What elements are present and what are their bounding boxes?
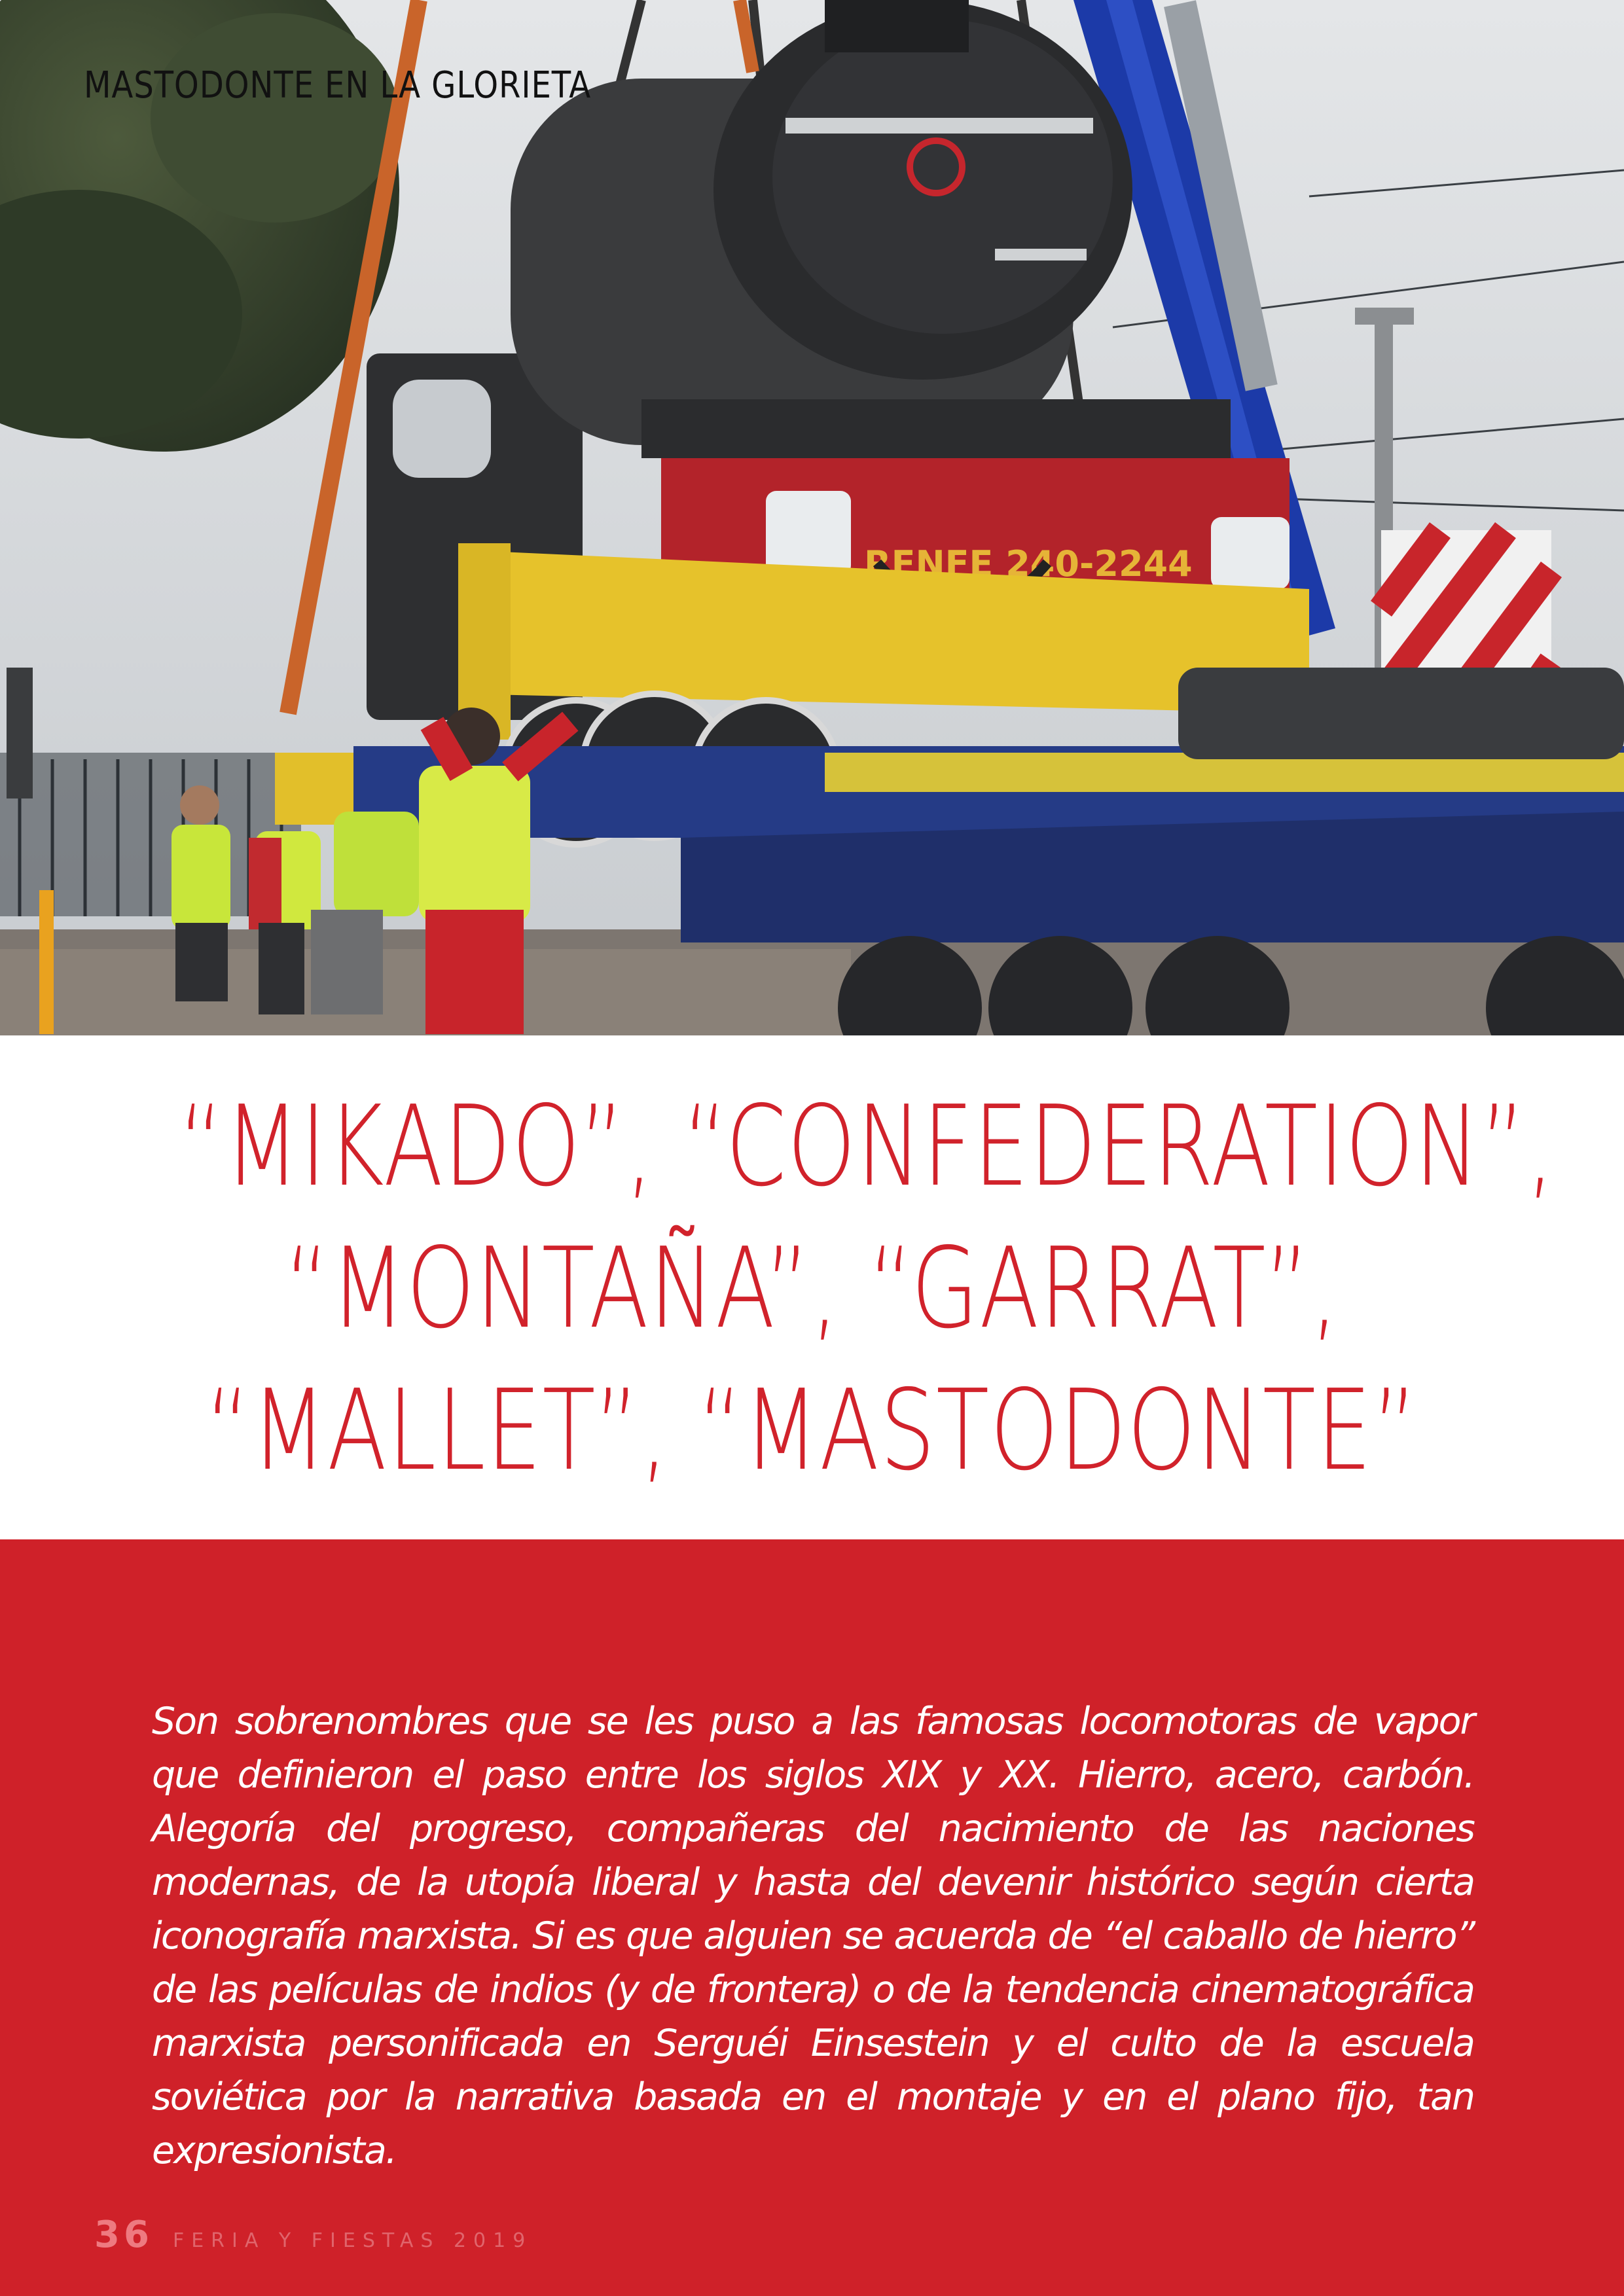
- section-label: MASTODONTE EN LA GLORIETA: [84, 64, 592, 107]
- headline-line-3: “MALLET”, “MASTODONTE”: [205, 1366, 1419, 1496]
- locomotive-photo: [0, 0, 1624, 1035]
- intro-paragraph: Son sobrenombres que se les puso a las famosas locomotoras de vapor que definieron el paso entre los siglos XIX y XX. Hierro, acero, carbón. Alegoría del progreso, compañeras del nacimiento de las naciones modernas, de la utopía liberal y hasta del devenir histórico según cierta iconografía marxista. Si es que alguien se acuerda de “el caballo de hierro” de las películas de indios (y de frontera) o de la tendencia cinematográfica marxista personificada en Serguéi Einsestein y el culto de la escuela soviética por la narrativa basada en el montaje y en el plano fijo, tan expresionista.: [152, 1700, 1474, 2172]
- publication-name: FERIA Y FIESTAS 2019: [172, 2229, 533, 2252]
- headline-line-1: “MIKADO”, “CONFEDERATION”,: [178, 1082, 1555, 1211]
- headline-line-2: “MONTAÑA”, “GARRAT”,: [284, 1224, 1340, 1354]
- locomotive-illustration: [0, 0, 1624, 1035]
- headline: [178, 1076, 1555, 1502]
- page-number: 36: [94, 2214, 153, 2256]
- intro-block: [0, 1539, 1624, 2296]
- folio: [94, 2214, 532, 2256]
- number-plate-text: RENFE 240-2244: [864, 543, 1193, 584]
- headline-area: [0, 1035, 1624, 1539]
